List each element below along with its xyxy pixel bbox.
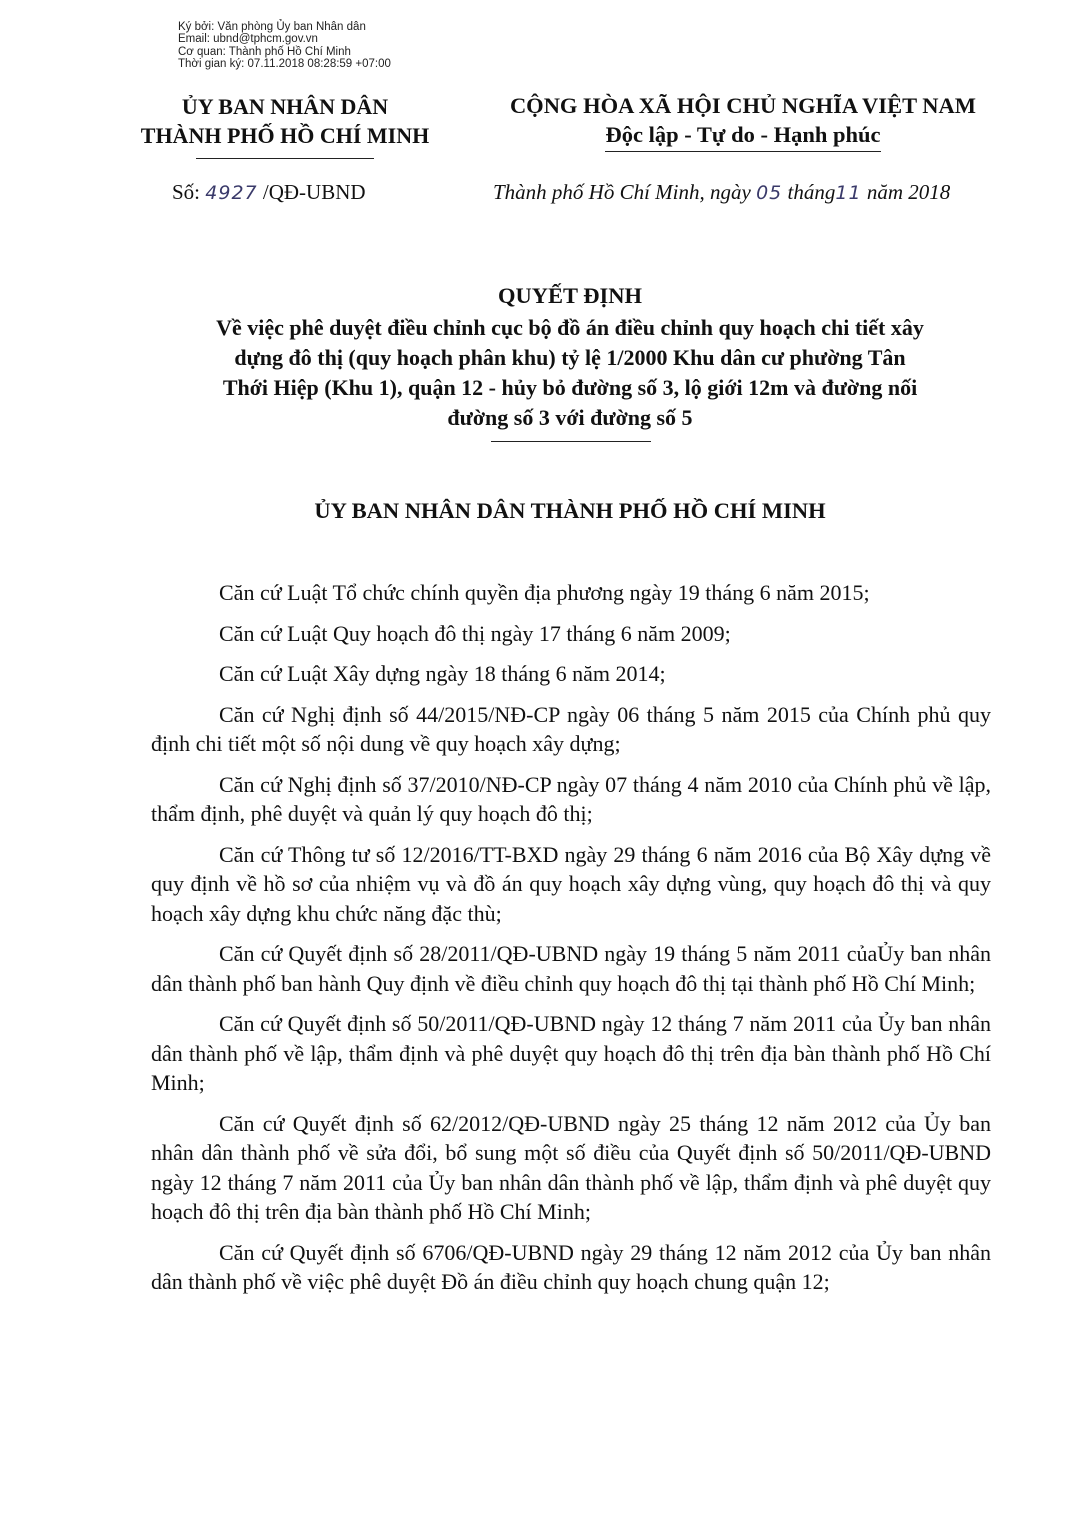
signature-agency: Cơ quan: Thành phố Hồ Chí Minh xyxy=(178,45,351,58)
document-body xyxy=(151,578,991,1308)
paragraph: Căn cứ Quyết định số 62/2012/QĐ-UBND ngày 25 tháng 12 năm 2012 của Ủy ban nhân dân thành phố về sửa đổi, bổ sung một số điều của Quyết định số 50/2011/QĐ-UBND ngày 12 tháng 7 năm 2011 của Ủy ban nhân dân thành phố về lập, thẩm định và phê duyệt quy hoạch đô thị trên địa bàn thành phố Hồ Chí Minh; xyxy=(151,1110,991,1224)
paragraph: Căn cứ Quyết định số 28/2011/QĐ-UBND ngày 19 tháng 5 năm 2011 củaỦy ban nhân dân thành phố ban hành Quy định về điều chỉnh quy hoạch đô thị tại thành phố Hồ Chí Minh; xyxy=(151,941,991,996)
issuer-line-2: THÀNH PHỐ HỒ CHÍ MINH xyxy=(140,123,430,148)
document-title: QUYẾT ĐỊNH xyxy=(498,283,642,308)
paragraph: Căn cứ Luật Tổ chức chính quyền địa phương ngày 19 tháng 6 năm 2015; xyxy=(219,580,870,605)
national-header xyxy=(478,91,1008,152)
date-month-label: tháng xyxy=(782,180,836,204)
number-suffix: /QĐ-UBND xyxy=(257,180,366,204)
subject-line-3: Thới Hiệp (Khu 1), quận 12 - hủy bỏ đường số 3, lộ giới 12m và đường nối xyxy=(222,375,918,400)
subject-line-4: đường số 3 với đường số 5 xyxy=(447,405,693,430)
date-prefix: Thành phố Hồ Chí Minh, ngày xyxy=(493,180,757,204)
paragraph: Căn cứ Quyết định số 50/2011/QĐ-UBND ngày 12 tháng 7 năm 2011 của Ủy ban nhân dân thành phố về lập, thẩm định và phê duyệt quy hoạch đô thị trên địa bàn thành phố Hồ Chí Minh; xyxy=(151,1011,991,1095)
date-month: 11 xyxy=(835,182,862,204)
number-label: Số: xyxy=(172,180,206,204)
signature-time: Thời gian ký: 07.11.2018 08:28:59 +07:00 xyxy=(178,58,391,71)
paragraph: Căn cứ Nghị định số 37/2010/NĐ-CP ngày 07 tháng 4 năm 2010 của Chính phủ về lập, thẩm định, phê duyệt và quản lý quy hoạch đô thị; xyxy=(151,771,991,826)
subject-line-1: Về việc phê duyệt điều chỉnh cục bộ đồ án điều chỉnh quy hoạch chi tiết xây xyxy=(216,315,924,340)
issuer-underline xyxy=(196,158,374,159)
document-date xyxy=(493,180,950,205)
paragraph: Căn cứ Quyết định số 6706/QĐ-UBND ngày 29 tháng 12 năm 2012 của Ủy ban nhân dân thành phố về việc phê duyệt Đồ án điều chỉnh quy hoạch chung quận 12; xyxy=(151,1239,991,1294)
paragraph: Căn cứ Luật Xây dựng ngày 18 tháng 6 năm 2014; xyxy=(219,661,666,686)
subject-line-2: dựng đô thị (quy hoạch phân khu) tỷ lệ 1/2000 Khu dân cư phường Tân xyxy=(234,345,906,370)
country-name: CỘNG HÒA XÃ HỘI CHỦ NGHĨA VIỆT NAM xyxy=(509,93,977,118)
date-day: 05 xyxy=(756,182,783,204)
paragraph: Căn cứ Nghị định số 44/2015/NĐ-CP ngày 06 tháng 5 năm 2015 của Chính phủ quy định chi tiết một số nội dung về quy hoạch xây dựng; xyxy=(151,701,991,756)
document-subject xyxy=(150,313,990,433)
paragraph: Căn cứ Luật Quy hoạch đô thị ngày 17 tháng 6 năm 2009; xyxy=(219,620,731,646)
national-motto: Độc lập - Tự do - Hạnh phúc xyxy=(605,120,880,152)
issuer-line-1: ỦY BAN NHÂN DÂN xyxy=(181,94,389,119)
authority-heading: ỦY BAN NHÂN DÂN THÀNH PHỐ HỒ CHÍ MINH xyxy=(314,498,826,523)
issuer-header xyxy=(100,92,470,159)
digital-signature-block xyxy=(178,21,391,71)
subject-underline xyxy=(491,441,651,442)
number-value: 4927 xyxy=(205,182,258,204)
signature-signed-by: Ký bởi: Văn phòng Ủy ban Nhân dân xyxy=(178,21,366,33)
paragraph: Căn cứ Thông tư số 12/2016/TT-BXD ngày 29 tháng 6 năm 2016 của Bộ Xây dựng về quy định về hồ sơ của nhiệm vụ và đồ án quy hoạch xây dựng vùng, quy hoạch đô thị và quy hoạch xây dựng khu chức năng đặc thù; xyxy=(151,841,991,926)
document-number xyxy=(172,180,366,205)
signature-email: Email: ubnd@tphcm.gov.vn xyxy=(178,33,318,46)
date-year: năm 2018 xyxy=(861,180,951,204)
